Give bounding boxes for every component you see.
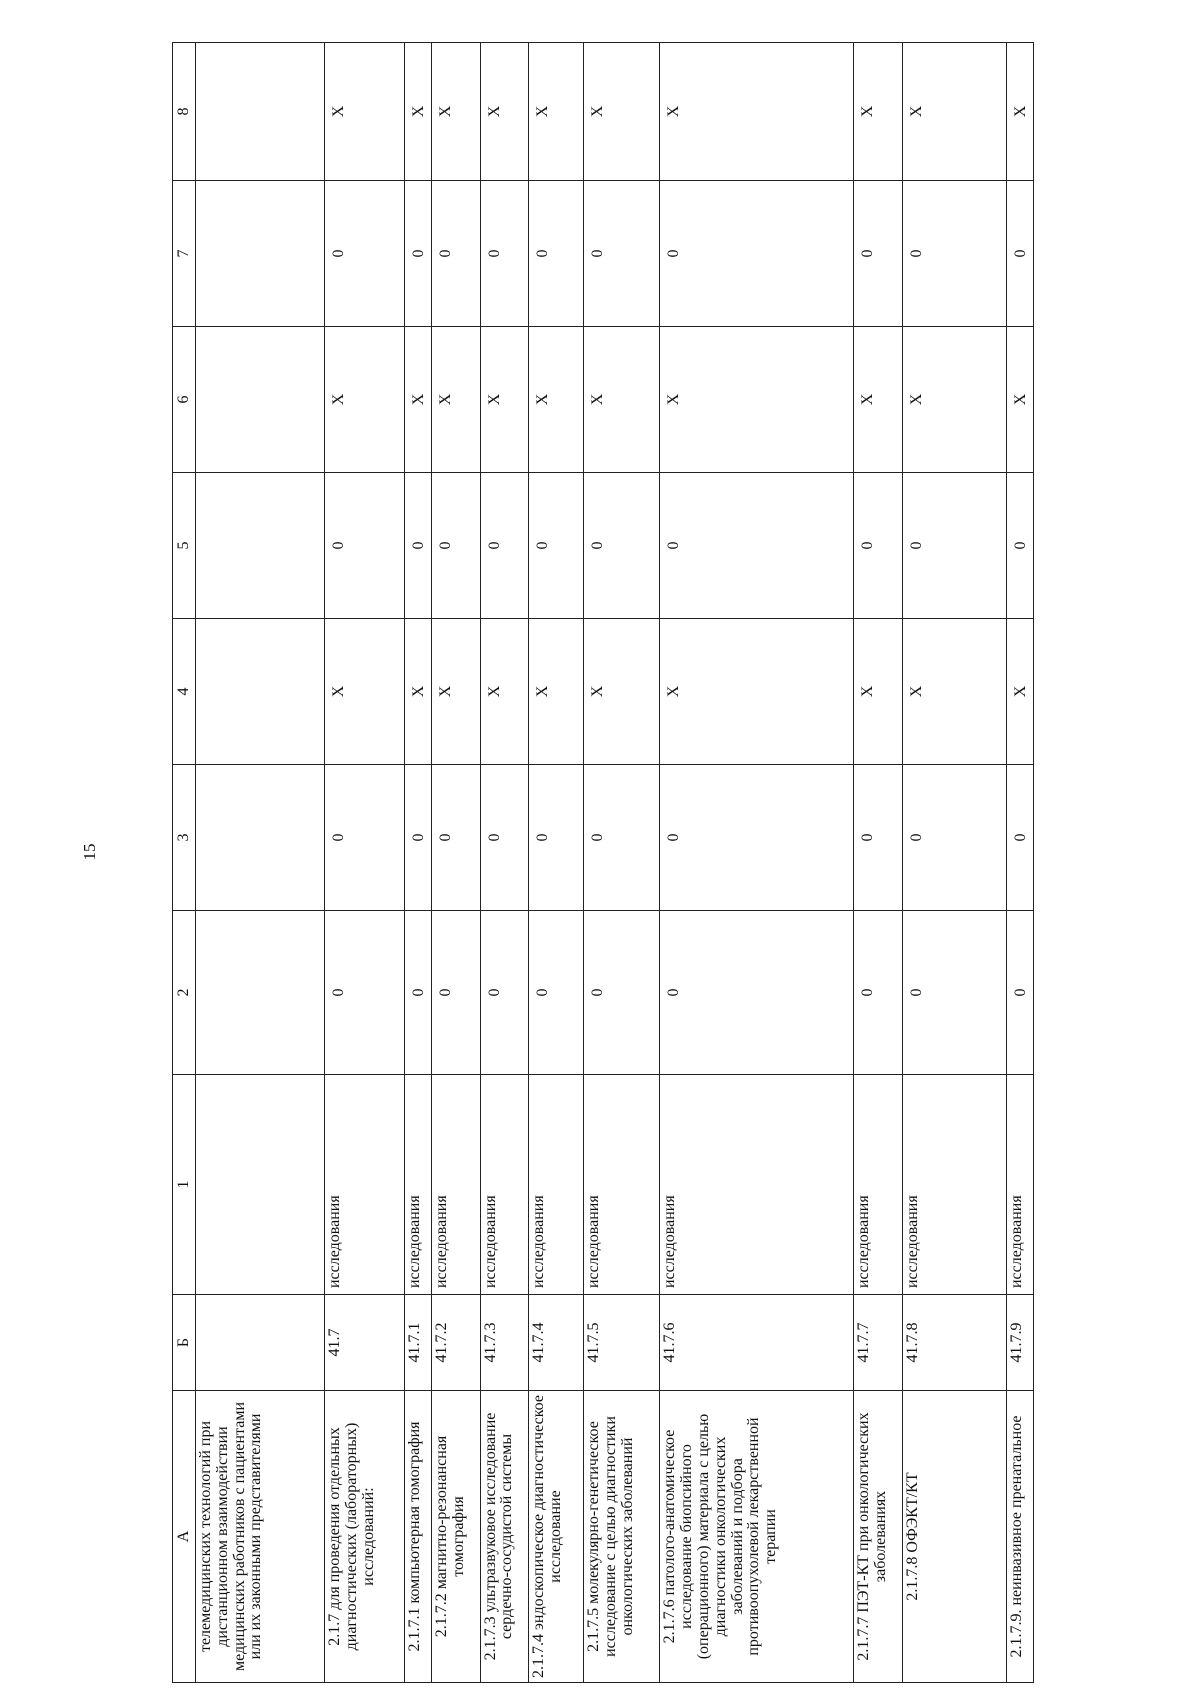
header-cell-8: 8: [173, 43, 196, 181]
cell-col4: Х: [902, 619, 1006, 765]
header-cell-a: А: [173, 1391, 196, 1683]
cell-col7: 0: [480, 181, 529, 327]
cell-name: 2.1.7.6 патолого-анатомическое исследование биопсийного (операционного) материала с целью диагностики онкологических заболеваний и подбора противоопухолевой лекарственной терапии: [660, 1391, 854, 1683]
cell-col7: 0: [1006, 181, 1033, 327]
cell-col4: Х: [584, 619, 660, 765]
cell-col5: 0: [480, 473, 529, 619]
cell-code: [196, 1295, 325, 1391]
cell-col3: [196, 765, 325, 911]
header-cell-b: Б: [173, 1295, 196, 1391]
cell-col8: Х: [902, 43, 1006, 181]
table-row: [196, 43, 325, 1683]
cell-col7: 0: [529, 181, 584, 327]
cell-unit: исследования: [854, 1075, 903, 1295]
cell-code: 41.7.9: [1006, 1295, 1033, 1391]
header-cell-4: 4: [173, 619, 196, 765]
cell-col3: 0: [902, 765, 1006, 911]
table-row: [431, 43, 480, 1683]
table-row: [480, 43, 529, 1683]
cell-code: 41.7.3: [480, 1295, 529, 1391]
cell-name: 2.1.7 для проведения отдельных диагностических (лабораторных) исследований:: [325, 1391, 404, 1683]
table-row: [404, 43, 431, 1683]
cell-col3: 0: [404, 765, 431, 911]
cell-col2: 0: [584, 911, 660, 1075]
cell-unit: [196, 1075, 325, 1295]
header-cell-7: 7: [173, 181, 196, 327]
header-row: [173, 43, 196, 1683]
header-cell-2: 2: [173, 911, 196, 1075]
cell-name: 2.1.7.4 эндоскопическое диагностическое исследование: [529, 1391, 584, 1683]
cell-col5: 0: [584, 473, 660, 619]
cell-col7: 0: [404, 181, 431, 327]
cell-name: 2.1.7.2 магнитно-резонансная томография: [431, 1391, 480, 1683]
rotated-table-wrapper: [172, 43, 1034, 1683]
cell-col2: 0: [660, 911, 854, 1075]
cell-col5: 0: [854, 473, 903, 619]
cell-col3: 0: [325, 765, 404, 911]
cell-col4: Х: [1006, 619, 1033, 765]
cell-col6: Х: [902, 327, 1006, 473]
cell-name: 2.1.7.7 ПЭТ-КТ при онкологических заболеваниях: [854, 1391, 903, 1683]
cell-col5: 0: [431, 473, 480, 619]
cell-col4: Х: [325, 619, 404, 765]
cell-unit: исследования: [1006, 1075, 1033, 1295]
cell-col2: 0: [854, 911, 903, 1075]
cell-col5: 0: [1006, 473, 1033, 619]
cell-col8: Х: [584, 43, 660, 181]
cell-unit: исследования: [584, 1075, 660, 1295]
cell-col2: 0: [480, 911, 529, 1075]
cell-col8: Х: [404, 43, 431, 181]
cell-code: 41.7.2: [431, 1295, 480, 1391]
cell-col3: 0: [1006, 765, 1033, 911]
cell-col5: 0: [325, 473, 404, 619]
cell-code: 41.7.4: [529, 1295, 584, 1391]
header-cell-5: 5: [173, 473, 196, 619]
cell-code: 41.7: [325, 1295, 404, 1391]
cell-name: 2.1.7.1 компьютерная томография: [404, 1391, 431, 1683]
cell-col3: 0: [584, 765, 660, 911]
cell-col8: [196, 43, 325, 181]
cell-col5: 0: [902, 473, 1006, 619]
table-row: [529, 43, 584, 1683]
table-row: [854, 43, 903, 1683]
cell-col3: 0: [431, 765, 480, 911]
cell-col6: Х: [431, 327, 480, 473]
cell-unit: исследования: [480, 1075, 529, 1295]
table-row: [325, 43, 404, 1683]
cell-col8: Х: [431, 43, 480, 181]
cell-unit: исследования: [660, 1075, 854, 1295]
cell-col6: Х: [854, 327, 903, 473]
cell-col7: [196, 181, 325, 327]
cell-col8: Х: [660, 43, 854, 181]
cell-col3: 0: [529, 765, 584, 911]
cell-col7: 0: [431, 181, 480, 327]
cell-col5: 0: [529, 473, 584, 619]
cell-code: 41.7.5: [584, 1295, 660, 1391]
cell-name: 2.1.7.8 ОФЭКТ/КТ: [902, 1391, 1006, 1683]
cell-col8: Х: [1006, 43, 1033, 181]
data-table: [172, 42, 1034, 1683]
cell-col2: 0: [529, 911, 584, 1075]
cell-col3: 0: [480, 765, 529, 911]
cell-col4: Х: [660, 619, 854, 765]
page-number: 15: [80, 843, 99, 861]
header-cell-1: 1: [173, 1075, 196, 1295]
cell-col6: Х: [1006, 327, 1033, 473]
cell-name: телемедицинских технологий при дистанционном взаимодействии медицинских работников с пациентами или их законными представителями: [196, 1391, 325, 1683]
cell-col6: [196, 327, 325, 473]
cell-col2: 0: [404, 911, 431, 1075]
cell-unit: исследования: [529, 1075, 584, 1295]
cell-unit: исследования: [404, 1075, 431, 1295]
cell-col8: Х: [480, 43, 529, 181]
cell-col7: 0: [902, 181, 1006, 327]
cell-col5: [196, 473, 325, 619]
cell-col8: Х: [854, 43, 903, 181]
cell-col4: Х: [854, 619, 903, 765]
cell-col5: 0: [660, 473, 854, 619]
cell-name: 2.1.7.5 молекулярно-генетическое исследование с целью диагностики онкологических заболеваний: [584, 1391, 660, 1683]
cell-col8: Х: [529, 43, 584, 181]
cell-col4: Х: [480, 619, 529, 765]
cell-col3: 0: [660, 765, 854, 911]
cell-col2: 0: [431, 911, 480, 1075]
table-row: [1006, 43, 1033, 1683]
cell-col8: Х: [325, 43, 404, 181]
cell-col7: 0: [325, 181, 404, 327]
cell-name: 2.1.7.3 ультразвуковое исследование сердечно-сосудистой системы: [480, 1391, 529, 1683]
cell-col4: Х: [529, 619, 584, 765]
cell-col6: Х: [529, 327, 584, 473]
cell-unit: исследования: [325, 1075, 404, 1295]
cell-col7: 0: [584, 181, 660, 327]
cell-col6: Х: [480, 327, 529, 473]
cell-col2: 0: [1006, 911, 1033, 1075]
cell-unit: исследования: [431, 1075, 480, 1295]
cell-col7: 0: [660, 181, 854, 327]
cell-code: 41.7.6: [660, 1295, 854, 1391]
cell-col4: Х: [431, 619, 480, 765]
table-row: [584, 43, 660, 1683]
cell-col6: Х: [404, 327, 431, 473]
cell-name: 2.1.7.9. неинвазивное пренатальное: [1006, 1391, 1033, 1683]
cell-unit: исследования: [902, 1075, 1006, 1295]
cell-col4: Х: [404, 619, 431, 765]
header-cell-6: 6: [173, 327, 196, 473]
cell-col2: 0: [325, 911, 404, 1075]
header-cell-3: 3: [173, 765, 196, 911]
cell-col3: 0: [854, 765, 903, 911]
cell-col2: 0: [902, 911, 1006, 1075]
cell-col7: 0: [854, 181, 903, 327]
table-row: [660, 43, 854, 1683]
cell-code: 41.7.7: [854, 1295, 903, 1391]
cell-col6: Х: [660, 327, 854, 473]
cell-col6: Х: [325, 327, 404, 473]
cell-col5: 0: [404, 473, 431, 619]
cell-col6: Х: [584, 327, 660, 473]
cell-code: 41.7.8: [902, 1295, 1006, 1391]
cell-code: 41.7.1: [404, 1295, 431, 1391]
cell-col2: [196, 911, 325, 1075]
table-container: [172, 43, 1200, 1678]
table-row: [902, 43, 1006, 1683]
cell-col4: [196, 619, 325, 765]
